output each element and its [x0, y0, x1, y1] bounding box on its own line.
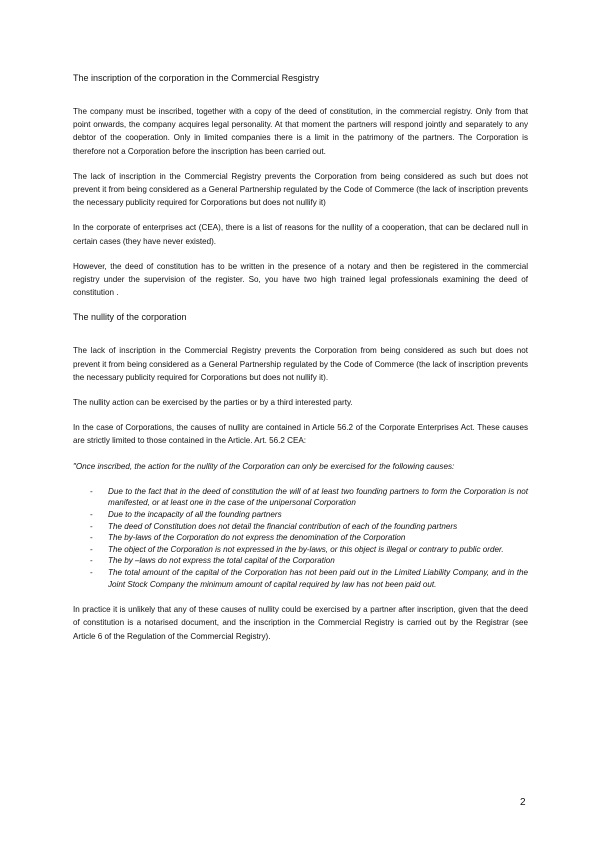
paragraph: In the case of Corporations, the causes of nullity are contained in Article 56.2 of the Corporate Enterprises Act. These causes are strictly limited to those contained in the Article. Art. 56.2 CEA:: [73, 423, 528, 446]
paragraph: The lack of inscription in the Commercial Registry prevents the Corporation from being considered as such but does not prevent it from being considered as a General Partnership regulated by the Code of Commerce (the lack of inscription prevents the necessary publicity required for Corporations but does not nullify it).: [73, 346, 528, 382]
list-item: - The by-laws of the Corporation do not express the denomination of the Corporation: [90, 533, 406, 543]
list-item: - Due to the fact that in the deed of constitution the will of at least two founding partners to form the Corporation is not manifested, or at least one in the case of the unipersonal Corporation: [90, 486, 528, 508]
causes-list: [73, 486, 528, 590]
list-item: - Due to the incapacity of all the founding partners: [90, 510, 282, 520]
closing-paragraph: In practice it is unlikely that any of these causes of nullity could be exercised by a partner after inscription, given that the deed of constitution is a notarised document, and the inscription in the Commercial Registry is carried out by the Registrar (see Article 6 of the Regulation of the Commercial Registry).: [73, 605, 528, 641]
paragraph: The company must be inscribed, together with a copy of the deed of constitution, in the commercial registry. Only from that point onwards, the company acquires legal personality. At that moment the partners will respond jointly and separately to any debtor of the cooperation. Only in limited companies there is a limit in the patrimony of the partners. The Corporation is therefore not a Corporation before the inscription has been carried out.: [73, 107, 528, 156]
page-number: 2: [520, 797, 526, 808]
list-item: - The object of the Corporation is not expressed in the by-laws, or this object is illegal or contrary to public order.: [90, 544, 504, 554]
paragraph: The lack of inscription in the Commercial Registry prevents the Corporation from being considered as such but does not prevent it from being considered as a General Partnership regulated by the Code of Commerce (the lack of inscription prevents the necessary publicity required for Corporations but does not nullify it): [73, 171, 528, 208]
paragraph: In the corporate of enterprises act (CEA), there is a list of reasons for the nullity of a cooperation, that can be declared null in certain cases (they have never existed).: [73, 223, 528, 246]
document-page: [73, 72, 528, 655]
section-heading-inscription: The inscription of the corporation in the Commercial Resgistry: [73, 73, 320, 83]
list-item: - The total amount of the capital of the Corporation has not been paid out in the Limited Liability Company, and in the Joint Stock Company the minimum amount of capital required by law has not been paid out.: [90, 568, 528, 589]
section-heading-nullity: The nullity of the corporation: [73, 312, 187, 323]
list-item: - The by –laws do not express the total capital of the Corporation: [90, 556, 335, 566]
list-item: - The deed of Constitution does not detail the financial contribution of each of the founding partners: [90, 521, 458, 531]
paragraph: However, the deed of constitution has to be written in the presence of a notary and then be registered in the commercial registry under the supervision of the register. So, you have two high trained legal professionals examining the deed of constitution .: [73, 261, 528, 298]
paragraph: The nullity action can be exercised by the parties or by a third interested party.: [73, 398, 353, 408]
article-quote: "Once inscribed, the action for the nullity of the Corporation can only be exercised for the following causes:: [73, 461, 455, 471]
